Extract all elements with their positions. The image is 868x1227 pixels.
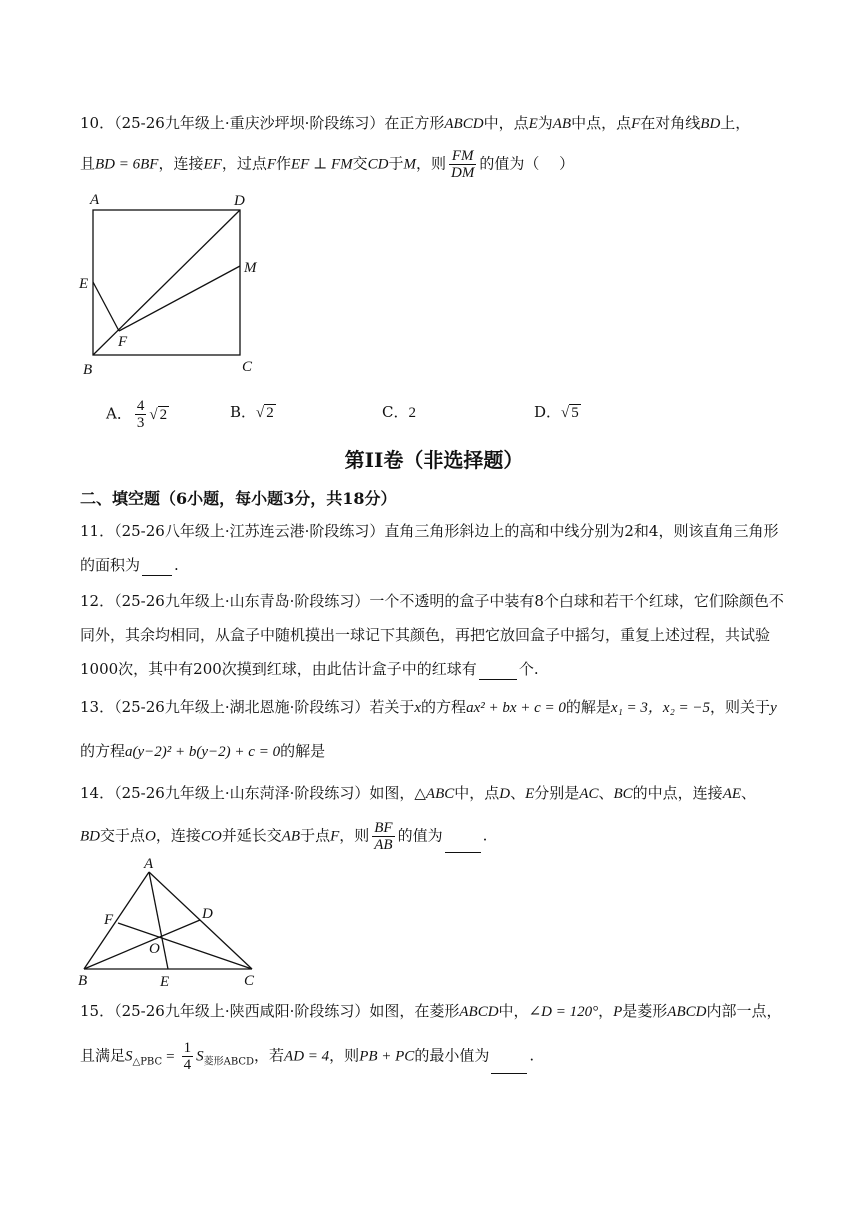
label-d: D [202,906,213,922]
label-f: F [104,912,114,928]
q12-line1: 12．（25-26九年级上·山东青岛·阶段练习）一个不透明的盒子中装有8个白球和若干个红球，它们除颜色不 [80,592,784,610]
q10-option-a[interactable]: A． $\frac{4}{3}$ √ 2 [106,398,168,431]
label-e: E [79,276,89,292]
segment-ef [93,282,119,331]
q10-fraction: $\frac{FM}{DM}$ [451,148,475,181]
q10-option-c[interactable]: C．2 [382,403,416,421]
q15-line1: 15．（25-26九年级上·陕西咸阳·阶段练习）如图，在菱形ABCD中，∠D = 120°，P是菱形ABCD内部一点， [80,1002,782,1020]
q14-line1: 14．（25-26九年级上·山东菏泽·阶段练习）如图，△ABC中，点D、E分别是AC、BC的中点，连接AE、 [80,784,757,802]
q10-line2: 且BD = 6BF，连接EF，过点F作EF ⊥ FM交CD于M，则 $\frac{FM}{DM}$ 的值为（ ） [80,148,575,181]
label-c: C [244,973,255,989]
q10-figure-square [74,190,274,380]
label-b: B [83,362,93,378]
q14-figure-triangle [74,852,274,992]
label-a: A [144,856,154,872]
answer-blank[interactable] [479,663,517,680]
part2-title: 第II卷（非选择题） [344,448,524,472]
segment-fm [119,266,240,331]
label-d: D [234,193,245,209]
side-ab [84,872,149,969]
answer-blank[interactable] [142,559,172,576]
answer-blank[interactable] [491,1057,527,1074]
label-m: M [244,260,257,276]
side-ac [149,872,252,969]
label-e: E [160,974,170,990]
label-c: C [242,359,253,375]
q10-option-b[interactable]: B．√ 2 [230,400,276,425]
label-a: A [90,192,100,208]
q11-line2: 的面积为 . [80,556,179,574]
segment-bd [93,210,240,355]
q12-line2: 同外，其余均相同，从盒子中随机摸出一球记下其颜色，再把它放回盒子中摇匀，重复上述过程，共试验 [80,626,771,644]
section-fill-in-blank: 二、填空题（6小题，每小题3分，共18分） [80,489,397,508]
q10-line1: 10．（25-26九年级上·重庆沙坪坝·阶段练习）在正方形ABCD中，点E为AB中点，点F在对角线BD上， [80,114,751,132]
q15-line2: 且满足$S_{\triangle PBC}$ = $\frac{1}{4}$ $S_{菱形ABCD}$，若AD = 4，则PB + PC的最小值为 . [80,1040,535,1073]
label-f: F [118,334,128,350]
q13-line2: 的方程a(y−2)² + b(y−2) + c = 0的解是 [80,742,326,760]
q15-fraction: $\frac{1}{4}$ [183,1040,192,1073]
sqrt-symbol: √ 2 [256,405,274,421]
q14-line2: BD交于点O，连接CO并延长交AB于点F，则 $\frac{BF}{AB}$ 的值为 . [80,820,488,853]
answer-blank[interactable] [445,836,481,853]
sqrt-symbol: √ 2 [149,406,168,423]
q10-option-d[interactable]: D．√ 5 [534,400,581,425]
sqrt-symbol: √ 5 [561,405,579,421]
label-o: O [149,941,160,957]
q12-line3: 1000次，其中有200次摸到红球，由此估计盒子中的红球有 个. [80,660,539,678]
q14-fraction: $\frac{BF}{AB}$ [374,820,393,853]
q11-line1: 11．（25-26八年级上·江苏连云港·阶段练习）直角三角形斜边上的高和中线分别为2和4，则该直角三角形 [80,522,779,540]
label-b: B [78,973,88,989]
q13-line1: 13．（25-26九年级上·湖北恩施·阶段练习）若关于x的方程ax² + bx + c = 0的解是x₁ = 3，x₂ = −5，则关于y [80,698,777,716]
